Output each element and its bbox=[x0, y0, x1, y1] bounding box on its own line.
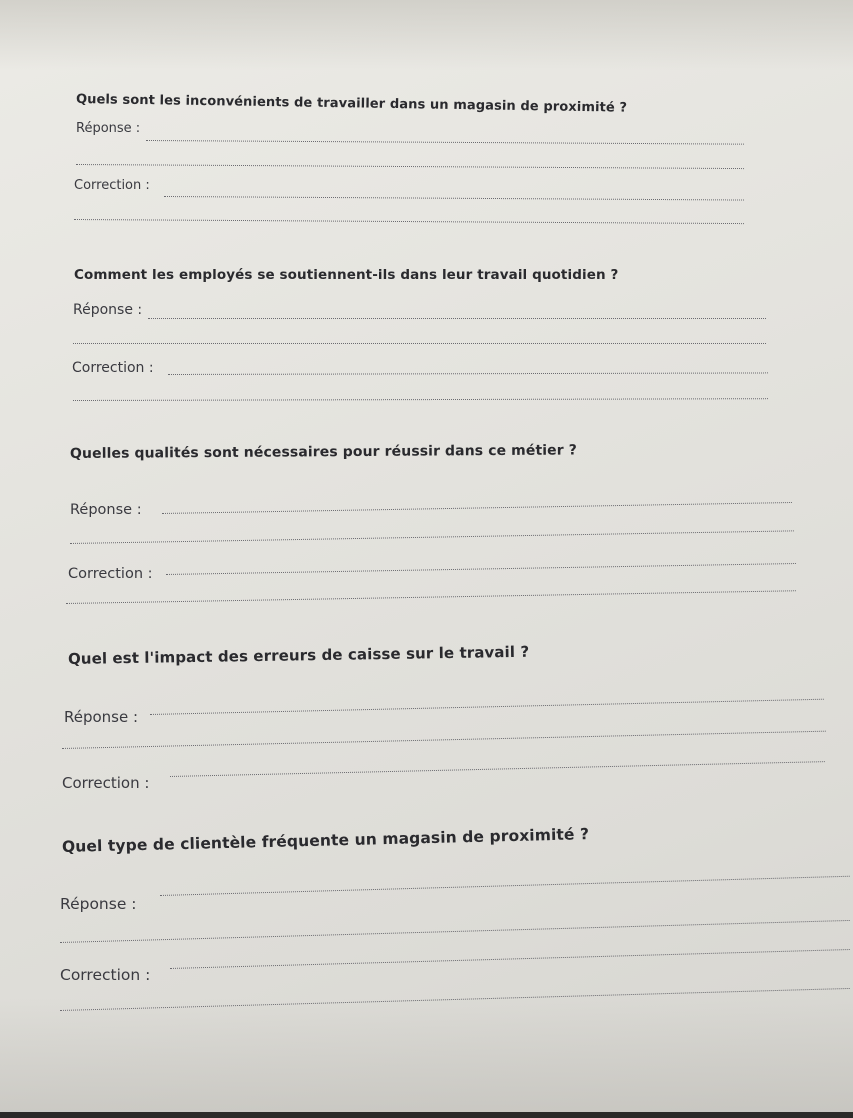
table-edge bbox=[0, 1112, 853, 1118]
question-5: Quel type de clientèle fréquente un magasin de proximité ? bbox=[61, 825, 590, 856]
answer-label-5: Réponse : bbox=[60, 895, 137, 913]
answer-label-1: Réponse : bbox=[76, 121, 141, 136]
question-4: Quel est l'impact des erreurs de caisse sur le travail ? bbox=[67, 642, 530, 668]
page-shadow-top bbox=[0, 0, 853, 70]
answer-line-3b[interactable] bbox=[70, 530, 794, 544]
answer-line-1b[interactable] bbox=[76, 164, 744, 169]
correction-label-3: Correction : bbox=[68, 566, 153, 582]
correction-line-3b[interactable] bbox=[66, 590, 796, 604]
answer-line-4b[interactable] bbox=[62, 731, 826, 749]
page-shadow-bottom bbox=[0, 998, 853, 1118]
correction-line-4a[interactable] bbox=[170, 761, 825, 777]
answer-line-2b[interactable] bbox=[73, 343, 766, 344]
answer-line-1a[interactable] bbox=[146, 140, 744, 145]
correction-line-2a[interactable] bbox=[168, 372, 768, 375]
correction-line-1a[interactable] bbox=[164, 196, 744, 201]
correction-label-5: Correction : bbox=[60, 966, 151, 984]
correction-label-4: Correction : bbox=[62, 774, 150, 792]
correction-label-1: Correction : bbox=[74, 178, 150, 193]
answer-line-5a[interactable] bbox=[160, 876, 850, 896]
correction-line-2b[interactable] bbox=[73, 398, 768, 401]
correction-line-3a[interactable] bbox=[166, 563, 796, 575]
correction-line-1b[interactable] bbox=[74, 219, 744, 224]
answer-label-2: Réponse : bbox=[73, 302, 143, 318]
correction-line-5b[interactable] bbox=[60, 988, 850, 1011]
answer-line-2a[interactable] bbox=[148, 318, 766, 319]
answer-label-3: Réponse : bbox=[70, 502, 142, 518]
answer-line-3a[interactable] bbox=[162, 502, 792, 514]
answer-line-4a[interactable] bbox=[150, 699, 824, 715]
question-3: Quelles qualités sont nécessaires pour réussir dans ce métier ? bbox=[69, 442, 577, 462]
question-1: Quels sont les inconvénients de travailler dans un magasin de proximité ? bbox=[75, 92, 628, 116]
question-2: Comment les employés se soutiennent-ils dans leur travail quotidien ? bbox=[74, 267, 619, 283]
answer-line-5b[interactable] bbox=[60, 920, 850, 943]
correction-label-2: Correction : bbox=[72, 360, 154, 376]
correction-line-5a[interactable] bbox=[170, 949, 850, 969]
answer-label-4: Réponse : bbox=[64, 708, 139, 726]
